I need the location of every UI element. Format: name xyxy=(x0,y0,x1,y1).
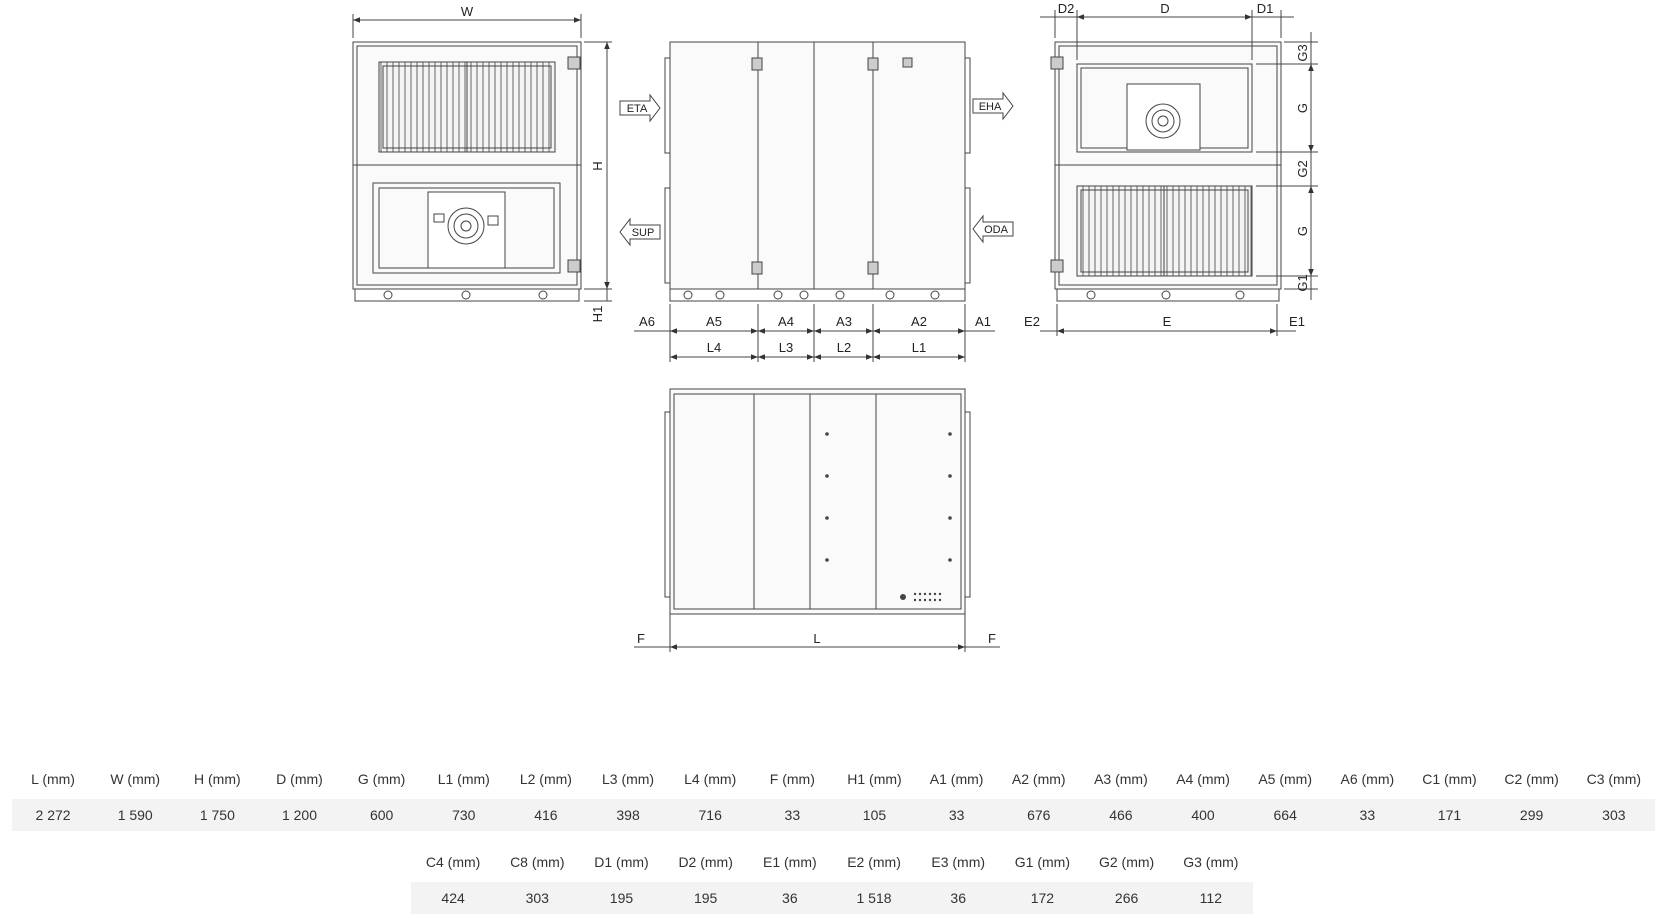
header-g2: G2 (mm) xyxy=(1098,854,1155,870)
side-dim-a2-label: A2 xyxy=(911,314,927,329)
value-l4: 716 xyxy=(669,799,751,831)
value-c1: 171 xyxy=(1408,799,1490,831)
side-dim-a3-label: A3 xyxy=(836,314,852,329)
value-a1: 33 xyxy=(916,799,998,831)
end-dim-g-upper-label: G xyxy=(1295,102,1310,114)
top-dim-l-label: L xyxy=(813,631,821,646)
side-dim-a5-label: A5 xyxy=(706,314,722,329)
header-a3: A3 (mm) xyxy=(1094,771,1148,787)
value-l: 2 272 xyxy=(12,799,94,831)
value-a2: 676 xyxy=(998,799,1080,831)
table-header-row xyxy=(411,842,1253,882)
end-dim-g-lower-label: G xyxy=(1295,225,1310,237)
front-hinge-top xyxy=(568,57,580,69)
value-c4: 424 xyxy=(411,882,495,914)
front-dim-h1-label: H1 xyxy=(590,305,605,323)
eha-flow-label: EHA xyxy=(978,101,1002,113)
header-d: D (mm) xyxy=(276,771,323,787)
side-dim-a4-label: A4 xyxy=(778,314,794,329)
header-g: G (mm) xyxy=(357,771,406,787)
value-c8: 303 xyxy=(495,882,579,914)
table-value-row xyxy=(411,882,1253,914)
header-c2: C2 (mm) xyxy=(1504,771,1559,787)
value-d1: 195 xyxy=(579,882,663,914)
header-f: F (mm) xyxy=(769,771,815,787)
side-dim-a6-label: A6 xyxy=(639,314,655,329)
value-w: 1 590 xyxy=(94,799,176,831)
value-e3: 36 xyxy=(916,882,1000,914)
end-dim-g1-label: G1 xyxy=(1295,274,1310,292)
header-c3: C3 (mm) xyxy=(1586,771,1642,787)
value-e2: 1 518 xyxy=(832,882,916,914)
value-g: 600 xyxy=(341,799,423,831)
header-e3: E3 (mm) xyxy=(931,854,986,870)
value-f: 33 xyxy=(751,799,833,831)
value-c2: 299 xyxy=(1491,799,1573,831)
value-d: 1 200 xyxy=(258,799,340,831)
end-dim-d1-label: D1 xyxy=(1256,1,1274,16)
end-dim-g3-label: G3 xyxy=(1295,44,1310,62)
header-e1: E1 (mm) xyxy=(763,854,817,870)
header-a1: A1 (mm) xyxy=(929,771,984,787)
side-dim-l1-label: L1 xyxy=(911,340,927,355)
header-l: L (mm) xyxy=(31,771,75,787)
header-a5: A5 (mm) xyxy=(1258,771,1313,787)
header-d1: D1 (mm) xyxy=(594,854,649,870)
header-c1: C1 (mm) xyxy=(1422,771,1477,787)
header-c8: C8 (mm) xyxy=(510,854,565,870)
end-view xyxy=(1040,10,1318,336)
value-g2: 266 xyxy=(1085,882,1169,914)
end-dim-e2-label: E2 xyxy=(1024,314,1040,329)
front-hinge-bottom xyxy=(568,260,580,272)
end-dim-d-label: D xyxy=(1160,1,1170,16)
value-l2: 416 xyxy=(505,799,587,831)
side-base-frame xyxy=(670,289,965,301)
side-dim-l3-label: L3 xyxy=(778,340,794,355)
dimensions-table-secondary xyxy=(411,842,1253,914)
top-view-casing xyxy=(670,389,965,614)
header-g3: G3 (mm) xyxy=(1183,854,1239,870)
value-h1: 105 xyxy=(833,799,915,831)
eta-flow-label: ETA xyxy=(626,103,648,115)
value-g1: 172 xyxy=(1000,882,1084,914)
value-a5: 664 xyxy=(1244,799,1326,831)
table-header-row xyxy=(12,759,1655,799)
front-view xyxy=(353,14,612,301)
header-h1: H1 (mm) xyxy=(847,771,902,787)
value-c3: 303 xyxy=(1573,799,1655,831)
header-e2: E2 (mm) xyxy=(847,854,901,870)
value-g3: 112 xyxy=(1169,882,1253,914)
header-l1: L1 (mm) xyxy=(437,771,490,787)
value-a4: 400 xyxy=(1162,799,1244,831)
header-a2: A2 (mm) xyxy=(1011,771,1066,787)
end-dim-e1-label: E1 xyxy=(1289,314,1305,329)
sup-flow-label: SUP xyxy=(631,227,655,239)
header-a4: A4 (mm) xyxy=(1176,771,1230,787)
value-a3: 466 xyxy=(1080,799,1162,831)
end-dim-e-label: E xyxy=(1162,314,1172,329)
end-dim-d2-label: D2 xyxy=(1057,1,1075,16)
header-c4: C4 (mm) xyxy=(425,854,481,870)
value-a6: 33 xyxy=(1326,799,1408,831)
header-g1: G1 (mm) xyxy=(1014,854,1071,870)
header-l2: L2 (mm) xyxy=(519,771,572,787)
side-view xyxy=(620,42,1013,362)
top-view xyxy=(634,389,1000,652)
header-w: W (mm) xyxy=(110,771,161,787)
table-value-row xyxy=(12,799,1655,831)
oda-flow-label: ODA xyxy=(984,224,1008,236)
value-d2: 195 xyxy=(664,882,748,914)
header-h: H (mm) xyxy=(194,771,241,787)
header-l3: L3 (mm) xyxy=(601,771,655,787)
side-dim-l2-label: L2 xyxy=(836,340,852,355)
side-dim-l4-label: L4 xyxy=(706,340,722,355)
end-dim-g2-label: G2 xyxy=(1295,160,1310,178)
top-dim-f-right-label: F xyxy=(988,631,996,646)
front-dim-w-label: W xyxy=(460,4,474,19)
value-e1: 36 xyxy=(748,882,832,914)
header-d2: D2 (mm) xyxy=(678,854,733,870)
dimensions-table-main xyxy=(12,759,1655,831)
header-a6: A6 (mm) xyxy=(1340,771,1395,787)
side-dim-a1-label: A1 xyxy=(975,314,991,329)
value-l3: 398 xyxy=(587,799,669,831)
header-l4: L4 (mm) xyxy=(684,771,737,787)
top-dim-f-left-label: F xyxy=(637,631,645,646)
side-view-casing xyxy=(670,42,965,289)
value-l1: 730 xyxy=(423,799,505,831)
value-h: 1 750 xyxy=(176,799,258,831)
front-dim-h-label: H xyxy=(590,161,605,171)
